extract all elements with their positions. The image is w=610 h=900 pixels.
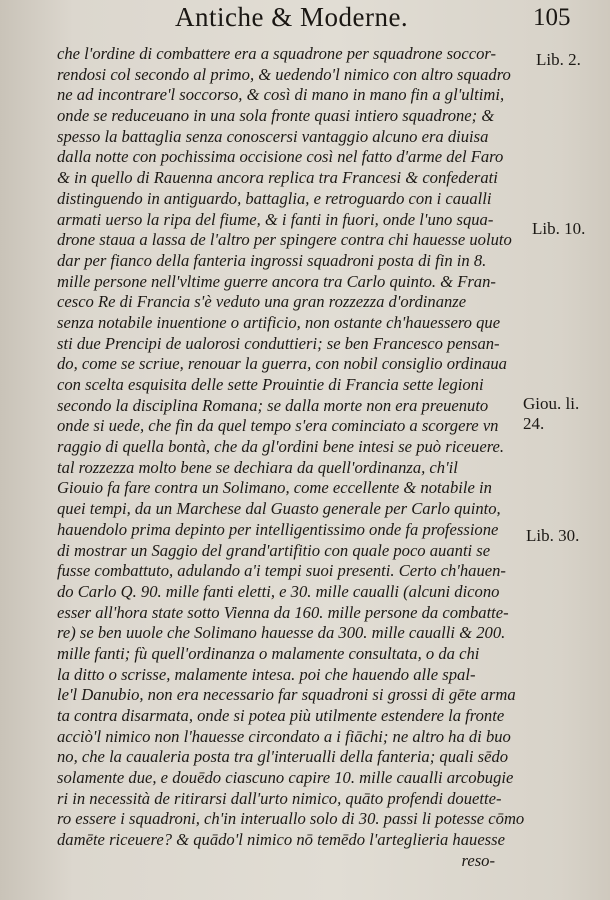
text-line: cesco Re di Francia s'è veduto una gran rozzezza d'ordinanze bbox=[57, 292, 467, 312]
text-line: & in quello di Rauenna ancora replica tra Francesi & confederati bbox=[57, 168, 498, 188]
text-line: tal rozzezza molto bene se dechiara da quell'ordinanza, ch'il bbox=[57, 457, 458, 477]
margin-note-lib-30: Lib. 30. bbox=[526, 526, 580, 545]
text-line: senza notabile inuentione o artificio, non ostante ch'hauessero que bbox=[57, 312, 501, 332]
text-line: drone staua a lassa de l'altro per spingere contra chi hauesse uoluto bbox=[57, 230, 512, 250]
text-line: esser all'hora state sotto Vienna da 160. mille persone da combatte- bbox=[57, 602, 509, 622]
text-line: le'l Danubio, non era necessario far squadroni si grossi di gēte arma bbox=[57, 685, 516, 705]
text-line: solamente due, e douēdo ciascuno capire 10. mille caualli arcobugie bbox=[57, 768, 514, 788]
text-line: fusse combattuto, adulando a'i tempi suoi presenti. Certo ch'hauen- bbox=[57, 561, 506, 581]
text-line: mille persone nell'vltime guerre ancora tra Carlo quinto. & Fran- bbox=[57, 271, 496, 291]
margin-note-lib-10: Lib. 10. bbox=[532, 219, 586, 238]
text-line: ne ad incontrare'l soccorso, & così di mano in mano fin a gl'ultimi, bbox=[57, 85, 505, 105]
text-line: che l'ordine di combattere era a squadrone per squadrone soccor- bbox=[57, 44, 497, 63]
text-line: secondo la disciplina Romana; se dalla morte non era preuenuto bbox=[57, 395, 489, 415]
text-line: acciò'l nimico non l'hauesse circondato a i fiāchi; ne altro ha di buo bbox=[57, 726, 511, 746]
text-line: ta contra disarmata, onde si potea più utilmente estendere la fronte bbox=[57, 706, 505, 725]
text-line: dar per fianco della fanteria ingrossi squadroni posta di fin in 8. bbox=[57, 250, 487, 270]
margin-note-lib-2: Lib. 2. bbox=[536, 50, 581, 69]
text-line: la ditto o scrisse, malamente intesa. poi che hauendo alle spal- bbox=[57, 664, 476, 684]
text-line: do Carlo Q. 90. mille fanti eletti, e 30. mille caualli (alcuni dicono bbox=[57, 581, 500, 601]
text-line: rendosi col secondo al primo, & uedendo'l nimico con altro squadro bbox=[57, 64, 511, 84]
text-line: quei tempi, da un Marchese dal Guasto generale per Carlo quinto, bbox=[57, 499, 501, 519]
text-line: armati uerso la ripa del fiume, & i fanti in fuori, onde l'uno squa- bbox=[57, 209, 494, 229]
text-line: no, che la caualeria posta tra gl'interualli della fanteria; quali sēdo bbox=[57, 747, 509, 767]
text-line: mille fanti; fù quell'ordinanza o malamente consultata, o da chi bbox=[57, 643, 480, 663]
text-line: damēte riceuere? & quādo'l nimico nō temēdo l'arteglieria hauesse bbox=[57, 830, 505, 850]
text-line: con scelta esquisita delle sette Prouintie di Francia sette legioni bbox=[57, 375, 484, 394]
text-line: di mostrar un Saggio del grand'artifitio con quale poco auanti se bbox=[57, 540, 491, 560]
text-line: onde si uede, che fin da quel tempo s'era cominciato a scorgere vn bbox=[57, 416, 499, 436]
margin-note-giovio: Giou. li. 24. bbox=[523, 394, 580, 433]
text-line: ro essere i squadroni, ch'in interuallo solo di 30. passi li potesse cōmo bbox=[57, 809, 525, 829]
running-head: Antiche & Moderne. bbox=[175, 2, 409, 32]
text-line: re) se ben uuole che Solimano hauesse da 300. mille caualli & 200. bbox=[57, 623, 506, 643]
text-line: onde se reduceuano in una sola fronte quasi intiero squadrone; & bbox=[57, 106, 495, 126]
text-line: hauendolo prima depinto per intelligentissimo onde fa professione bbox=[57, 519, 499, 539]
text-line: ri in necessità de ritirarsi dall'urto nimico, quāto profendi douette- bbox=[57, 788, 502, 808]
text-line: distinguendo in antiguardo, battaglia, e retroguardo con i caualli bbox=[57, 188, 492, 208]
text-line: raggio di quella bontà, che da gl'ordini bene intesi se può riceuere. bbox=[57, 437, 505, 457]
text-line: dalla notte con pochissima occisione così nel fatto d'arme del Faro bbox=[57, 147, 504, 167]
text-line: spesso la battaglia senza conoscersi vantaggio alcuno era diuisa bbox=[57, 126, 489, 146]
body-text bbox=[57, 44, 535, 872]
text-line: sti due Prencipi de ualorosi conduttieri; se ben Francesco pensan- bbox=[57, 333, 500, 353]
text-line: do, come se scriue, renouar la guerra, con nobil consiglio ordinaua bbox=[57, 354, 507, 374]
page-number: 105 bbox=[533, 4, 571, 31]
catchword: reso- bbox=[461, 850, 495, 870]
text-line: Giouio fa fare contra un Solimano, come eccellente & notabile in bbox=[57, 478, 492, 498]
